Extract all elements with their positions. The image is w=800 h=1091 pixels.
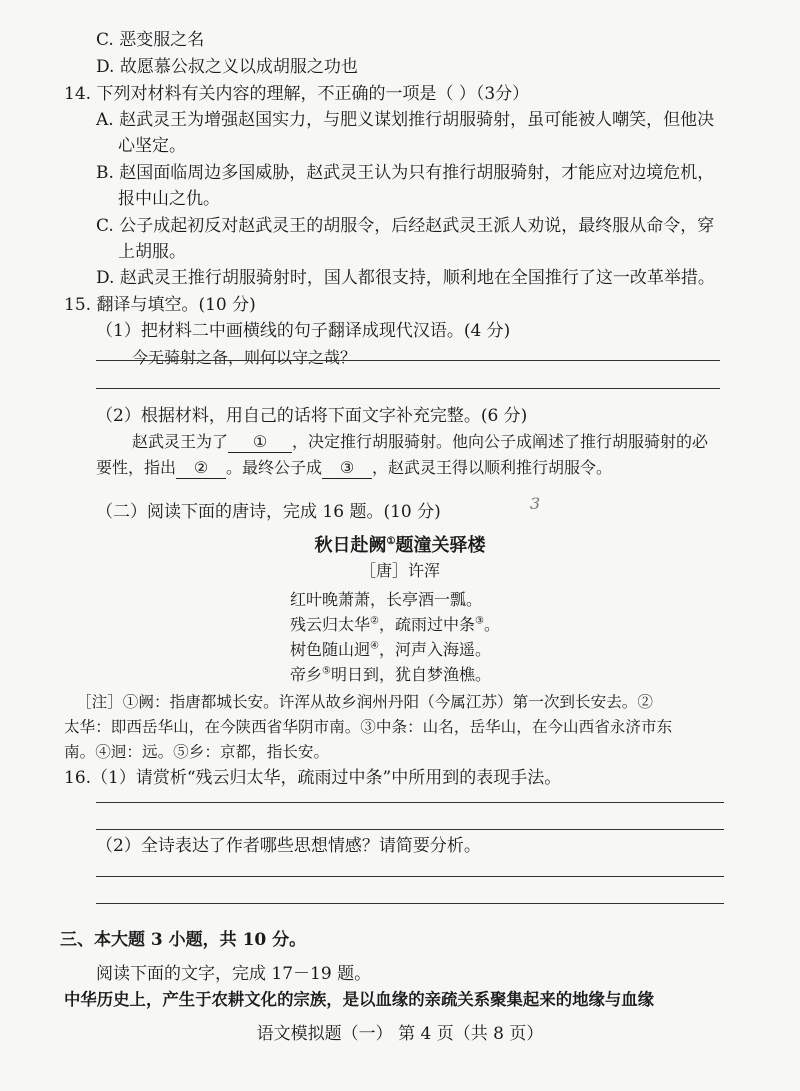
q14-option-c-line1: C. 公子成起初反对赵武灵王的胡服令，后经赵武灵王派人劝说，最终服从命令，穿 [96, 216, 715, 236]
poem-title-a: 秋日赴阙 [314, 535, 387, 556]
q16-part2-answer-line-2[interactable] [96, 903, 724, 904]
q15-fill-text-c: 要性，指出 [96, 458, 177, 477]
poem-line-1: 红叶晚萧萧，长亭酒一瓢。 [290, 590, 483, 609]
section3-text-line-1: 中华历史上，产生于农耕文化的宗族，是以血缘的亲疏关系聚集起来的地缘与血缘 [64, 990, 655, 1009]
q16-part2-answer-line-1[interactable] [96, 876, 724, 877]
q15-fill-text-b: ，决定推行胡服骑射。他向公子成阐述了推行胡服骑射的必 [292, 432, 709, 451]
poem-line-2c: 。 [483, 615, 500, 634]
poem-line-2 [290, 613, 500, 637]
poem-title [0, 534, 800, 558]
blank-1[interactable]: ① [228, 432, 292, 453]
poem-note-4: ④ [370, 640, 379, 652]
poem-line-4 [290, 663, 491, 687]
poem-line-3 [290, 638, 491, 662]
q15-answer-line-1[interactable] [96, 360, 720, 361]
q14-stem: 14. 下列对材料有关内容的理解，不正确的一项是（ ）（3分） [64, 84, 530, 104]
poem-line-3b: ，河声入海遥。 [378, 640, 491, 659]
section2-heading: （二）阅读下面的唐诗，完成 16 题。(10 分) [96, 502, 441, 522]
q15-sentence: 今无骑射之备，则何以守之哉？ [132, 348, 357, 367]
q16-part1-prompt: 16.（1）请赏析“残云归太华，疏雨过中条”中所用到的表现手法。 [64, 768, 562, 788]
poem-line-4b: 明日到，犹自梦渔樵。 [330, 665, 491, 684]
q13-option-c: C. 恶变服之名 [96, 30, 205, 50]
poem-line-2a: 残云归太华 [290, 615, 371, 634]
q14-option-d: D. 赵武灵王推行胡服骑射时，国人都很支持，顺利地在全国推行了这一改革举措。 [96, 268, 715, 288]
q15-fill-text-d: 。最终公子成 [226, 458, 323, 477]
page-footer: 语文模拟题（一） 第 4 页（共 8 页） [256, 1024, 544, 1044]
poem-title-b: 题潼关驿楼 [395, 535, 486, 556]
q14-option-b-line1: B. 赵国面临周边多国威胁，赵武灵王认为只有推行胡服骑射，才能应对边境危机， [96, 163, 715, 183]
handwritten-mark: 3 [530, 494, 541, 513]
poem-note-3: ③ [475, 615, 484, 627]
poem-title-note: ① [386, 536, 396, 547]
q15-stem: 15. 翻译与填空。(10 分) [64, 295, 256, 315]
q14-option-a-line1: A. 赵武灵王为增强赵国实力，与肥义谋划推行胡服骑射，虽可能被人嘲笑，但他决 [96, 110, 715, 130]
q15-fill-text-e: ，赵武灵王得以顺利推行胡服令。 [372, 458, 613, 477]
poem-author: ［唐］许浑 [359, 561, 440, 580]
q15-answer-line-2[interactable] [96, 388, 720, 389]
blank-3[interactable]: ③ [322, 458, 372, 479]
poem-note-5: ⑤ [322, 665, 331, 677]
q16-part1-answer-line-2[interactable] [96, 829, 724, 830]
section3-intro: 阅读下面的文字，完成 17－19 题。 [96, 964, 372, 984]
q14-option-b-line2: 报中山之仇。 [118, 189, 220, 209]
poem-line-3a: 树色随山迥 [290, 640, 371, 659]
q15-fill-text-a: 赵武灵王为了 [132, 432, 229, 451]
q14-option-c-line2: 上胡服。 [118, 242, 186, 262]
q15-fill-line2 [96, 456, 612, 480]
q14-option-a-line2: 心坚定。 [118, 136, 186, 156]
q13-option-d: D. 故愿慕公叔之义以成胡服之功也 [96, 57, 358, 77]
notes-line-3: 南。④迥：远。⑤乡：京都，指长安。 [64, 743, 330, 761]
q16-part1-answer-line-1[interactable] [96, 802, 724, 803]
poem-note-2: ② [370, 615, 379, 627]
q15-fill-line1 [132, 430, 708, 454]
notes-line-1: ［注］①阙：指唐都城长安。许浑从故乡润州丹阳（今属江苏）第一次到长安去。② [76, 693, 653, 711]
q15-part1-prompt: （1）把材料二中画横线的句子翻译成现代汉语。(4 分) [96, 321, 511, 341]
poem-line-4a: 帝乡 [290, 665, 323, 684]
blank-2[interactable]: ② [176, 458, 226, 479]
notes-line-2: 太华：即西岳华山，在今陕西省华阴市南。③中条：山名，岳华山，在今山西省永济市东 [64, 718, 673, 736]
q16-part2-prompt: （2）全诗表达了作者哪些思想情感？请简要分析。 [96, 836, 481, 856]
poem-line-2b: ，疏雨过中条 [378, 615, 475, 634]
q15-part2-prompt: （2）根据材料，用自己的话将下面文字补充完整。(6 分) [96, 406, 528, 426]
section3-heading: 三、本大题 3 小题，共 10 分。 [60, 930, 307, 950]
